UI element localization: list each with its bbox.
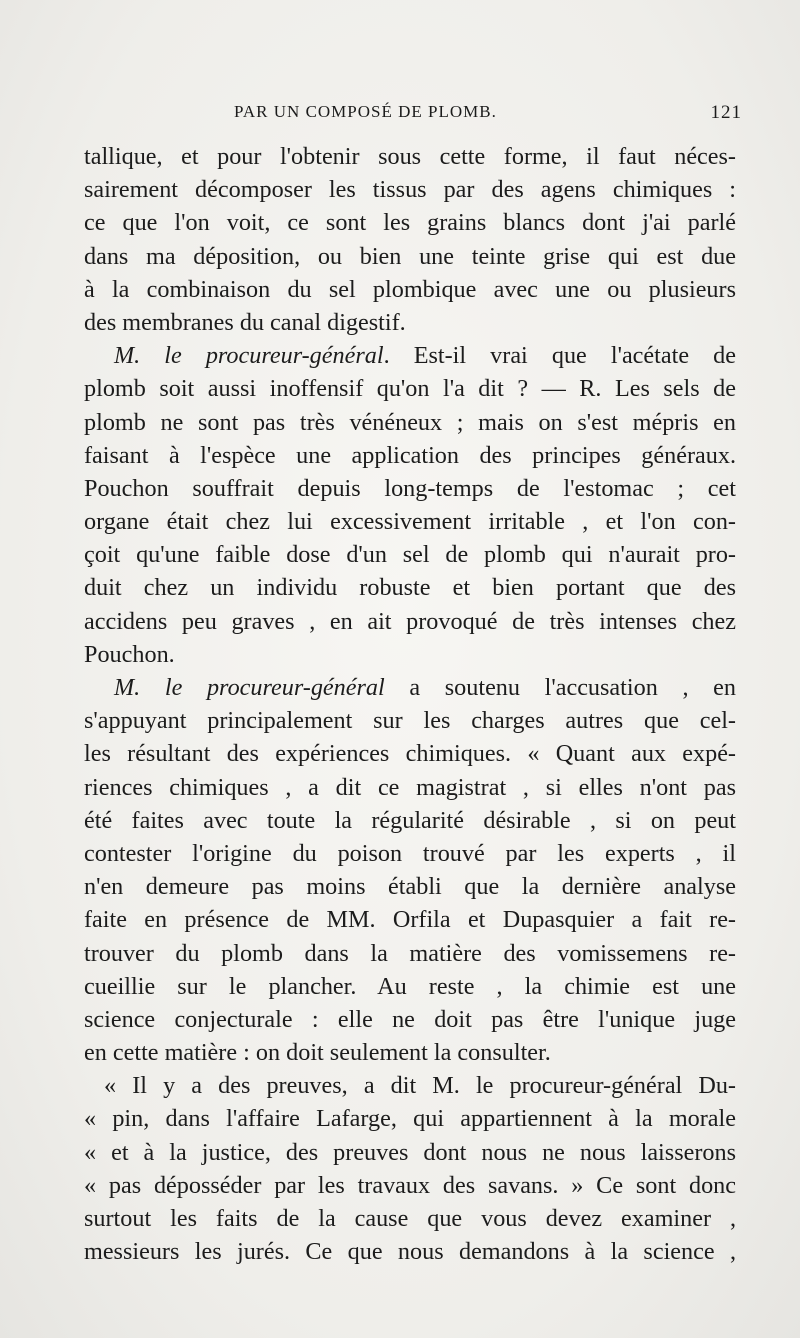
text-line: été faites avec toute la régularité désirable , si on peut <box>84 806 736 834</box>
text-line: cueillie sur le plancher. Au reste , la chimie est une <box>84 972 736 1000</box>
text-line: ce que l'on voit, ce sont les grains blancs dont j'ai parlé <box>84 209 736 237</box>
text-line: accidens peu graves , en ait provoqué de très intenses chez <box>84 607 736 635</box>
text-line: Pouchon. <box>84 640 175 668</box>
text-line: M. le procureur-général a soutenu l'accusation , en <box>114 674 736 701</box>
text-line: à la combinaison du sel plombique avec une ou plusieurs <box>84 275 736 303</box>
text-line: M. le procureur-général. Est-il vrai que l'acétate de <box>114 342 736 370</box>
text-line: tallique, et pour l'obtenir sous cette forme, il faut néces- <box>84 143 736 170</box>
text-line: duit chez un individu robuste et bien portant que des <box>84 574 736 602</box>
text-line: en cette matière : on doit seulement la consulter. <box>84 1039 551 1067</box>
text-line: n'en demeure pas moins établi que la dernière analyse <box>84 873 736 901</box>
text-line: « Il y a des preuves, a dit M. le procureur-général Du- <box>104 1072 736 1100</box>
text-line: dans ma déposition, ou bien une teinte grise qui est due <box>84 242 736 270</box>
text-line: Pouchon souffrait depuis long-temps de l'estomac ; cet <box>84 474 736 502</box>
text-line: des membranes du canal digestif. <box>84 308 406 336</box>
running-title: PAR UN COMPOSÉ DE PLOMB. <box>234 102 497 121</box>
text-line: çoit qu'une faible dose d'un sel de plomb qui n'aurait pro- <box>84 541 736 569</box>
text-line: organe était chez lui excessivement irritable , et l'on con- <box>84 508 736 536</box>
text-line: faisant à l'espèce une application des principes généraux. <box>84 441 736 469</box>
text-line: contester l'origine du poison trouvé par les experts , il <box>84 839 736 867</box>
text-line: sairement décomposer les tissus par des agens chimiques : <box>84 176 736 204</box>
text-line: plomb soit aussi inoffensif qu'on l'a dit ? — R. Les sels de <box>84 375 736 403</box>
text-line: s'appuyant principalement sur les charges autres que cel- <box>84 707 736 735</box>
text-line: « et à la justice, des preuves dont nous ne nous laisserons <box>84 1138 736 1166</box>
text-line: faite en présence de MM. Orfila et Dupasquier a fait re- <box>84 906 736 934</box>
speaker-name: M. le procureur-général <box>114 342 384 370</box>
text-line: riences chimiques , a dit ce magistrat , si elles n'ont pas <box>84 773 736 801</box>
page-body <box>84 140 736 1268</box>
text-line: trouver du plomb dans la matière des vomissemens re- <box>84 939 736 967</box>
text-line: « pin, dans l'affaire Lafarge, qui appartiennent à la morale <box>84 1105 736 1133</box>
text-line: messieurs les jurés. Ce que nous demandons à la science , <box>84 1238 736 1266</box>
text-line: « pas déposséder par les travaux des savans. » Ce sont donc <box>84 1171 736 1199</box>
text-line: les résultant des expériences chimiques. « Quant aux expé- <box>84 740 736 768</box>
text-line: surtout les faits de la cause que vous devez examiner , <box>84 1205 736 1232</box>
page-number: 121 <box>710 102 742 123</box>
speaker-name: M. le procureur-général <box>114 674 385 701</box>
text-line: science conjecturale : elle ne doit pas être l'unique juge <box>84 1005 736 1033</box>
text-line: plomb ne sont pas très vénéneux ; mais on s'est mépris en <box>84 408 736 436</box>
